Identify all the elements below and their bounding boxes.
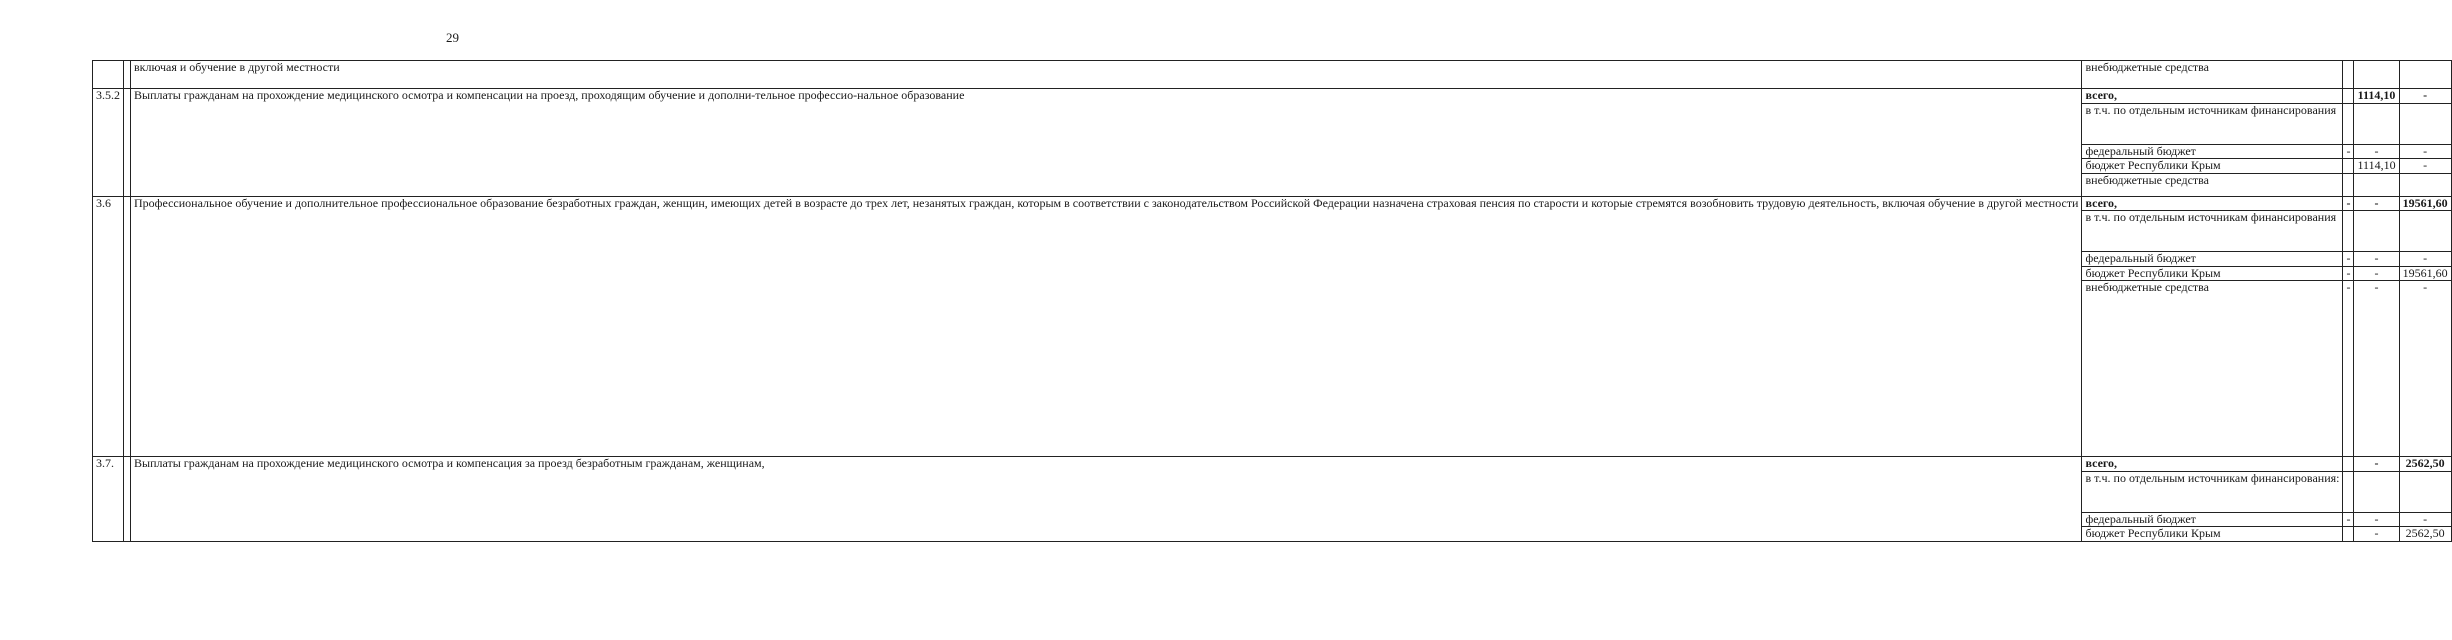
value-col1: - <box>2343 266 2354 281</box>
value-col3: 19561,60 <box>2399 196 2451 211</box>
value-col2: 1114,10 <box>2354 89 2399 104</box>
item-number <box>93 61 124 89</box>
value-col3: - <box>2399 252 2451 267</box>
item-number: 3.7. <box>93 457 124 542</box>
value-col1 <box>2343 211 2354 252</box>
value-col1 <box>2343 61 2354 89</box>
value-col2: - <box>2354 281 2399 457</box>
responsible-cell <box>124 457 131 542</box>
item-description: включая и обучение в другой местности <box>131 61 2082 89</box>
funding-source: бюджет Республики Крым <box>2082 266 2343 281</box>
value-col1 <box>2343 457 2354 472</box>
value-col3: - <box>2399 159 2451 174</box>
funding-source: в т.ч. по отдельным источникам финансирования <box>2082 211 2343 252</box>
value-col2: - <box>2354 266 2399 281</box>
funding-source: в т.ч. по отдельным источникам финансирования <box>2082 103 2343 144</box>
funding-source: бюджет Республики Крым <box>2082 527 2343 542</box>
value-col1 <box>2343 173 2354 196</box>
value-col1 <box>2343 527 2354 542</box>
item-number: 3.6 <box>93 196 124 457</box>
value-col2 <box>2354 173 2399 196</box>
responsible-cell <box>124 196 131 457</box>
value-col2 <box>2354 211 2399 252</box>
item-number: 3.5.2 <box>93 89 124 197</box>
value-col1 <box>2343 471 2354 512</box>
funding-source: всего, <box>2082 89 2343 104</box>
value-col2: - <box>2354 252 2399 267</box>
value-col3 <box>2399 173 2451 196</box>
value-col3 <box>2399 211 2451 252</box>
value-col2: - <box>2354 512 2399 527</box>
value-col3: 2562,50 <box>2399 527 2451 542</box>
value-col3: - <box>2399 512 2451 527</box>
table-row <box>93 196 2452 211</box>
page-number: 29 <box>446 30 459 45</box>
funding-source: бюджет Республики Крым <box>2082 159 2343 174</box>
value-col2: - <box>2354 457 2399 472</box>
value-col2: - <box>2354 527 2399 542</box>
value-col1: - <box>2343 281 2354 457</box>
value-col3: - <box>2399 144 2451 159</box>
table-row <box>93 61 2452 89</box>
funding-source: федеральный бюджет <box>2082 252 2343 267</box>
item-description: Выплаты гражданам на прохождение медицинского осмотра и компенсации на проезд, проходящим обучение и дополни-тельное профессио-нальное образование <box>131 89 2082 197</box>
value-col2 <box>2354 61 2399 89</box>
value-col1: - <box>2343 512 2354 527</box>
funding-source: внебюджетные средства <box>2082 173 2343 196</box>
funding-table <box>92 60 2452 542</box>
value-col1 <box>2343 89 2354 104</box>
funding-source: всего, <box>2082 457 2343 472</box>
value-col2: - <box>2354 196 2399 211</box>
value-col2: - <box>2354 144 2399 159</box>
responsible-cell <box>124 61 131 89</box>
value-col3: - <box>2399 89 2451 104</box>
value-col3: - <box>2399 281 2451 457</box>
responsible-cell <box>124 89 131 197</box>
funding-source: федеральный бюджет <box>2082 512 2343 527</box>
value-col3 <box>2399 103 2451 144</box>
value-col1: - <box>2343 196 2354 211</box>
value-col1 <box>2343 159 2354 174</box>
value-col2 <box>2354 471 2399 512</box>
value-col1: - <box>2343 252 2354 267</box>
value-col1: - <box>2343 144 2354 159</box>
value-col2 <box>2354 103 2399 144</box>
value-col3: 2562,50 <box>2399 457 2451 472</box>
funding-source: всего, <box>2082 196 2343 211</box>
item-description: Профессиональное обучение и дополнительное профессиональное образование безработных граждан, женщин, имеющих детей в возрасте до трех лет, незанятых граждан, которым в соответствии с законодательством Российской Федерации назначена страховая пенсия по старости и которые стремятся возобновить трудовую деятельность, включая обучение в другой местности <box>131 196 2082 457</box>
funding-source: федеральный бюджет <box>2082 144 2343 159</box>
table-row <box>93 89 2452 104</box>
funding-source: внебюджетные средства <box>2082 61 2343 89</box>
value-col3: 19561,60 <box>2399 266 2451 281</box>
value-col3 <box>2399 61 2451 89</box>
funding-source: в т.ч. по отдельным источникам финансирования: <box>2082 471 2343 512</box>
table-row <box>93 457 2452 472</box>
value-col2: 1114,10 <box>2354 159 2399 174</box>
funding-source: внебюджетные средства <box>2082 281 2343 457</box>
value-col3 <box>2399 471 2451 512</box>
value-col1 <box>2343 103 2354 144</box>
item-description: Выплаты гражданам на прохождение медицинского осмотра и компенсация за проезд безработным гражданам, женщинам, <box>131 457 2082 542</box>
